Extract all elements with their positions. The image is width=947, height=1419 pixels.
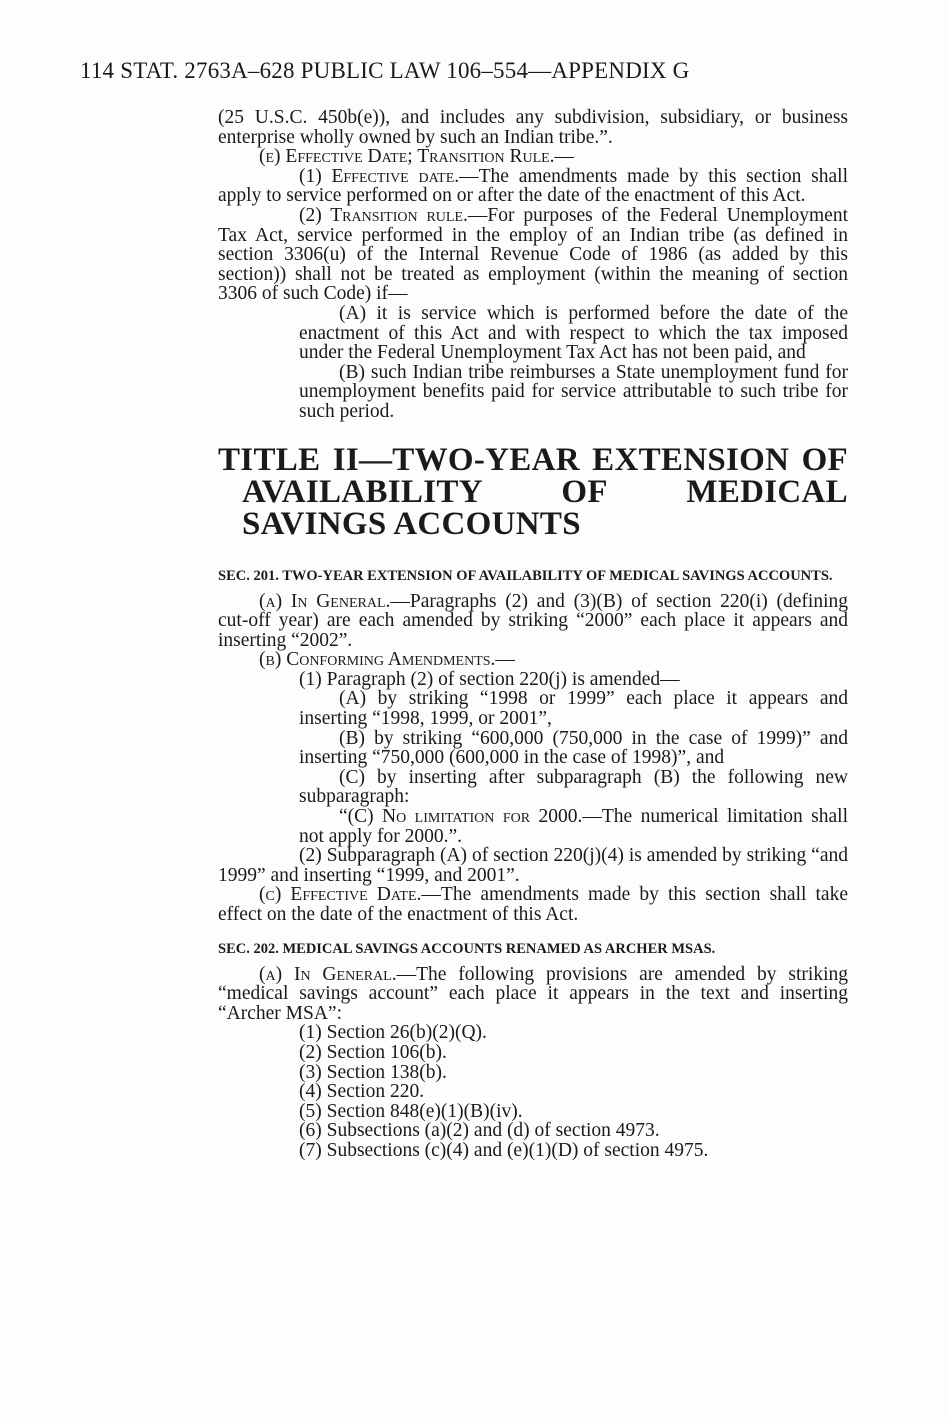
list-item: (1) Section 26(b)(2)(Q).: [299, 1022, 487, 1044]
list-item: (7) Subsections (c)(4) and (e)(1)(D) of section 4975.: [299, 1139, 709, 1161]
section-201-c: [218, 885, 848, 924]
list-item: (2) Section 106(b).: [299, 1041, 447, 1063]
paragraph-e1-lead: (1) Effective date.: [299, 165, 460, 187]
section-202-a-text: —The following provisions are amended by striking “medical savings account” each place it appears in the text and inserting “Archer MSA”:: [218, 963, 848, 1024]
section-201-b-heading: (b) Conforming Amendments.—: [259, 649, 515, 671]
paragraph-e2: [218, 206, 848, 304]
paragraph-e1: [218, 167, 848, 206]
section-202-a: [218, 965, 848, 1024]
section-201-b1: (1) Paragraph (2) of section 220(j) is amended—: [299, 668, 680, 690]
list-item: (3) Section 138(b).: [299, 1061, 447, 1083]
paragraph-e2-text: —For purposes of the Federal Unemployment Tax Act, service performed in the employ of an Indian tribe (as defined in section 3306(u) of the Internal Revenue Code of 1986 (as added by this section)) shall not be treated as employment (within the meaning of section 3306 of such Code) if—: [218, 204, 849, 305]
section-201-b1-a: (A) by striking “1998 or 1999” each place it appears and inserting “1998, 1999, or 2001”,: [299, 688, 848, 730]
section-202-a-list: [218, 1023, 848, 1160]
section-201-heading: SEC. 201. TWO-YEAR EXTENSION OF AVAILABILITY OF MEDICAL SAVINGS ACCOUNTS.: [218, 567, 833, 584]
section-201-b1-c: (C) by inserting after subparagraph (B) the following new subparagraph:: [299, 766, 848, 808]
paragraph-e1-text: —The amendments made by this section shall apply to service performed on or after the date of the enactment of this Act.: [218, 165, 848, 207]
subsection-e-heading: (e) Effective Date; Transition Rule.—: [259, 146, 575, 168]
section-201-b1-c-quote-text: —The numerical limitation shall not apply for 2000.”.: [299, 806, 849, 847]
section-201-b1-c-quote-lead: “(C) No limitation for 2000.: [339, 806, 583, 828]
section-201-b1-b: (B) by striking “600,000 (750,000 in the case of 1999)” and inserting “750,000 (600,000 in the case of 1998)”, and: [299, 727, 848, 769]
section-201-b1-c-quote: [218, 807, 848, 846]
section-201-a-lead: (a) In General.: [259, 590, 391, 612]
section-201-a-text: —Paragraphs (2) and (3)(B) of section 220(i) (defining cut-off year) are each amended by striking “2000” each place it appears and inserting “2002”.: [218, 590, 848, 651]
page-header: 114 STAT. 2763A–628 PUBLIC LAW 106–554—APPENDIX G: [80, 58, 690, 83]
paragraph-continuation: (25 U.S.C. 450b(e)), and includes any subdivision, subsidiary, or business enterprise wholly owned by such an Indian tribe.”.: [218, 107, 848, 148]
section-202-heading: SEC. 202. MEDICAL SAVINGS ACCOUNTS RENAMED AS ARCHER MSAS.: [218, 940, 716, 957]
list-item: (6) Subsections (a)(2) and (d) of section 4973.: [299, 1120, 660, 1142]
document-body: [218, 108, 848, 1161]
title-ii-heading: TITLE II—TWO-YEAR EXTENSION OF AVAILABILITY OF MEDICAL SAVINGS ACCOUNTS: [218, 441, 848, 542]
section-201-b2: (2) Subparagraph (A) of section 220(j)(4) is amended by striking “and 1999” and inserting “1999, and 2001”.: [218, 845, 848, 886]
subparagraph-e2b: (B) such Indian tribe reimburses a State unemployment fund for unemployment benefits paid for service attributable to such tribe for such period.: [299, 361, 848, 422]
section-201-c-text: —The amendments made by this section shall take effect on the date of the enactment of this Act.: [218, 884, 848, 925]
section-201-a: [218, 592, 848, 651]
list-item: (4) Section 220.: [299, 1081, 425, 1103]
paragraph-e2-lead: (2) Transition rule.: [299, 204, 468, 226]
section-202-a-lead: (a) In General.: [259, 963, 397, 985]
section-201-c-lead: (c) Effective Date.: [259, 884, 422, 906]
list-item: (5) Section 848(e)(1)(B)(iv).: [299, 1100, 523, 1122]
subparagraph-e2a: (A) it is service which is performed before the date of the enactment of this Act and with respect to which the tax imposed under the Federal Unemployment Tax Act has not been paid, and: [299, 302, 848, 364]
